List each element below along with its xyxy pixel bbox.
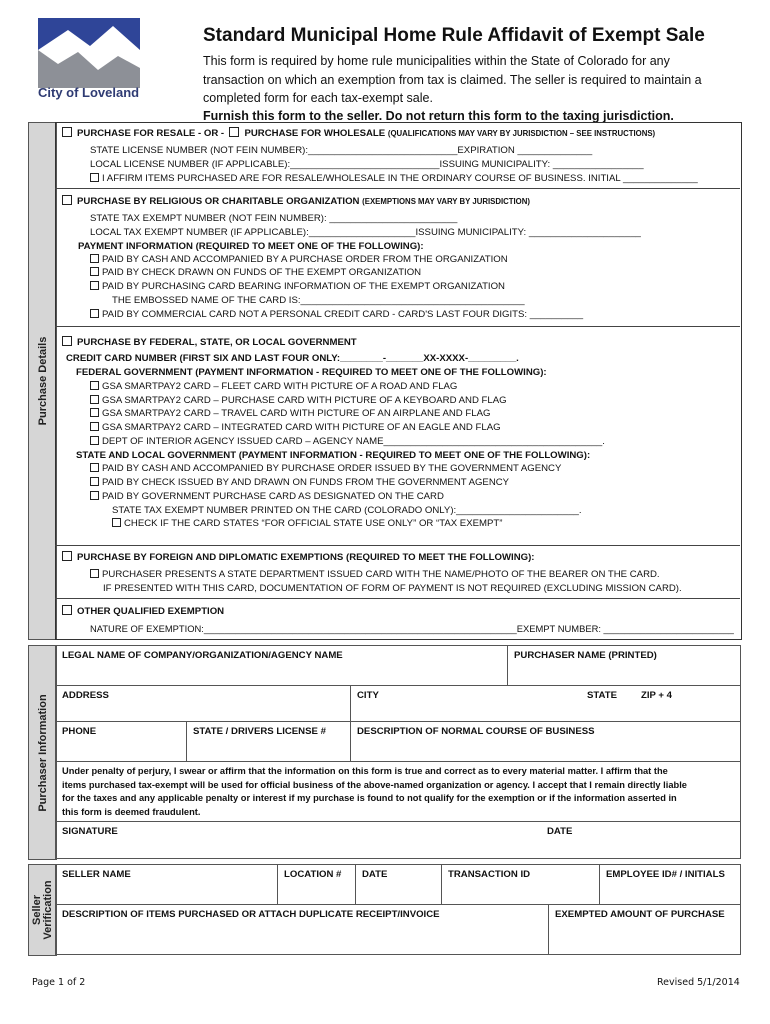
- option-checkbox[interactable]: [90, 254, 99, 263]
- federal-option[interactable]: GSA SMARTPAY2 CARD – PURCHASE CARD WITH PICTURE OF A KEYBOARD AND FLAG: [90, 394, 507, 407]
- divider: [55, 188, 740, 189]
- seller-verification-sidebar: [28, 864, 57, 956]
- transaction-id-field[interactable]: TRANSACTION ID: [442, 865, 600, 905]
- items-description-field[interactable]: DESCRIPTION OF ITEMS PURCHASED OR ATTACH DUPLICATE RECEIPT/INVOICE: [56, 905, 549, 955]
- option-checkbox[interactable]: [90, 267, 99, 276]
- page-number: Page 1 of 2: [32, 977, 86, 988]
- government-checkbox[interactable]: [62, 336, 72, 346]
- purchaser-info-sidebar: [28, 645, 57, 860]
- option-checkbox[interactable]: [90, 408, 99, 417]
- divider: [55, 326, 740, 327]
- furnish-notice: Furnish this form to the seller. Do not return this form to the taxing jurisdiction.: [203, 109, 674, 123]
- option-checkbox[interactable]: [90, 491, 99, 500]
- embossed-name-field[interactable]: THE EMBOSSED NAME OF THE CARD IS:__________________________________________: [112, 295, 525, 306]
- purchase-details-label: Purchase Details: [36, 336, 49, 426]
- state-local-heading: STATE AND LOCAL GOVERNMENT (PAYMENT INFORMATION - REQUIRED TO MEET ONE OF THE FOLLOWING):: [76, 450, 591, 461]
- other-checkbox[interactable]: [62, 605, 72, 615]
- federal-option[interactable]: GSA SMARTPAY2 CARD – FLEET CARD WITH PICTURE OF A ROAD AND FLAG: [90, 380, 457, 393]
- city-state-zip-field[interactable]: CITY STATE ZIP + 4: [351, 686, 741, 722]
- federal-heading: FEDERAL GOVERNMENT (PAYMENT INFORMATION - REQUIRED TO MEET ONE OF THE FOLLOWING):: [76, 367, 547, 378]
- religious-checkbox[interactable]: [62, 195, 72, 205]
- other-heading: OTHER QUALIFIED EXEMPTION: [62, 605, 224, 618]
- state-option[interactable]: CHECK IF THE CARD STATES “FOR OFFICIAL STATE USE ONLY” OR “TAX EXEMPT”: [112, 517, 502, 530]
- wholesale-checkbox[interactable]: [229, 127, 239, 137]
- employee-id-field[interactable]: EMPLOYEE ID# / INITIALS: [600, 865, 741, 905]
- purchaser-name-field[interactable]: PURCHASER NAME (PRINTED): [508, 646, 741, 686]
- revision-date: Revised 5/1/2014: [657, 977, 740, 988]
- local-license-field[interactable]: LOCAL LICENSE NUMBER (IF APPLICABLE):____________________________ISSUING MUNICIPALITY: _________________: [90, 159, 644, 170]
- address-field[interactable]: ADDRESS: [56, 686, 351, 722]
- signature-date: DATE: [547, 826, 573, 837]
- option-checkbox[interactable]: [90, 395, 99, 404]
- exempted-amount-field[interactable]: EXEMPTED AMOUNT OF PURCHASE: [549, 905, 741, 955]
- local-tax-exempt-field[interactable]: LOCAL TAX EXEMPT NUMBER (IF APPLICABLE):____________________ISSUING MUNICIPALITY: _____________________: [90, 227, 641, 238]
- intro-text: This form is required by home rule municipalities within the State of Colorado for any transaction on which an exemption from tax is claimed. The seller is required to maintain a completed form for each tax-exempt sale.: [203, 54, 702, 105]
- foreign-option[interactable]: PURCHASER PRESENTS A STATE DEPARTMENT ISSUED CARD WITH THE NAME/PHOTO OF THE BEARER ON THE CARD.: [90, 568, 660, 581]
- resale-checkbox[interactable]: [62, 127, 72, 137]
- option-checkbox[interactable]: [112, 518, 121, 527]
- business-description-field[interactable]: DESCRIPTION OF NORMAL COURSE OF BUSINESS: [351, 722, 741, 762]
- option-checkbox[interactable]: [90, 281, 99, 290]
- religious-option[interactable]: PAID BY PURCHASING CARD BEARING INFORMATION OF THE EXEMPT ORGANIZATION: [90, 280, 505, 293]
- state-option[interactable]: PAID BY CHECK ISSUED BY AND DRAWN ON FUNDS FROM THE GOVERNMENT AGENCY: [90, 476, 509, 489]
- purchase-details-sidebar: [28, 122, 57, 640]
- federal-option[interactable]: GSA SMARTPAY2 CARD – TRAVEL CARD WITH PICTURE OF AN AIRPLANE AND FLAG: [90, 407, 490, 420]
- nature-of-exemption-field[interactable]: NATURE OF EXEMPTION:____________________________________________________________EXEMPT NUMBER: _________________________: [90, 623, 734, 634]
- foreign-note: IF PRESENTED WITH THIS CARD, DOCUMENTATION OF FORM OF PAYMENT IS NOT REQUIRED (EXCLUDING MISSION CARD).: [103, 583, 682, 594]
- state-option[interactable]: PAID BY GOVERNMENT PURCHASE CARD AS DESIGNATED ON THE CARD: [90, 490, 444, 503]
- state-option[interactable]: PAID BY CASH AND ACCOMPANIED BY PURCHASE ORDER ISSUED BY THE GOVERNMENT AGENCY: [90, 462, 561, 475]
- state-tax-exempt-field[interactable]: STATE TAX EXEMPT NUMBER (NOT FEIN NUMBER): ________________________: [90, 213, 458, 224]
- divider: [55, 598, 740, 599]
- purchaser-info-grid: [55, 645, 741, 859]
- seller-verification-grid: [55, 864, 741, 955]
- foreign-checkbox[interactable]: [62, 551, 72, 561]
- affirm-checkbox[interactable]: [90, 173, 99, 182]
- credit-card-field[interactable]: CREDIT CARD NUMBER (FIRST SIX AND LAST FOUR ONLY:________-_______XX-XXXX-_________.: [66, 353, 519, 364]
- federal-option[interactable]: GSA SMARTPAY2 CARD – INTEGRATED CARD WITH PICTURE OF AN EAGLE AND FLAG: [90, 421, 501, 434]
- seller-date-field[interactable]: DATE: [356, 865, 442, 905]
- logo-text: City of Loveland: [38, 85, 140, 100]
- resale-heading: PURCHASE FOR RESALE - OR - PURCHASE FOR WHOLESALE (QUALIFICATIONS MAY VARY BY JURISDICTION – SEE INSTRUCTIONS): [62, 127, 655, 140]
- divider: [55, 545, 740, 546]
- legal-name-field[interactable]: LEGAL NAME OF COMPANY/ORGANIZATION/AGENCY NAME: [56, 646, 508, 686]
- option-checkbox[interactable]: [90, 569, 99, 578]
- option-checkbox[interactable]: [90, 381, 99, 390]
- affirm-resale-item[interactable]: I AFFIRM ITEMS PURCHASED ARE FOR RESALE/WHOLESALE IN THE ORDINARY COURSE OF BUSINESS. INITIAL ______________: [90, 172, 698, 185]
- option-checkbox[interactable]: [90, 422, 99, 431]
- phone-field[interactable]: PHONE: [56, 722, 187, 762]
- option-checkbox[interactable]: [90, 477, 99, 486]
- seller-verification-label: Seller Verification: [30, 880, 54, 940]
- foreign-heading: PURCHASE BY FOREIGN AND DIPLOMATIC EXEMPTIONS (REQUIRED TO MEET THE FOLLOWING):: [62, 551, 535, 564]
- religious-heading: PURCHASE BY RELIGIOUS OR CHARITABLE ORGANIZATION (EXEMPTIONS MAY VARY BY JURISDICTION): [62, 195, 530, 208]
- state-card-exempt-field[interactable]: STATE TAX EXEMPT NUMBER PRINTED ON THE CARD (COLORADO ONLY):_______________________.: [112, 505, 582, 516]
- affirmation-box: [56, 762, 741, 822]
- government-heading: PURCHASE BY FEDERAL, STATE, OR LOCAL GOVERNMENT: [62, 336, 357, 349]
- seller-name-field[interactable]: SELLER NAME: [56, 865, 278, 905]
- option-checkbox[interactable]: [90, 463, 99, 472]
- page-title: Standard Municipal Home Rule Affidavit of Exempt Sale: [203, 25, 705, 46]
- religious-option[interactable]: PAID BY CHECK DRAWN ON FUNDS OF THE EXEMPT ORGANIZATION: [90, 266, 421, 279]
- payment-info-heading: PAYMENT INFORMATION (REQUIRED TO MEET ONE OF THE FOLLOWING):: [78, 241, 424, 252]
- option-checkbox[interactable]: [90, 436, 99, 445]
- license-field[interactable]: STATE / DRIVERS LICENSE #: [187, 722, 351, 762]
- location-field[interactable]: LOCATION #: [278, 865, 356, 905]
- signature-field[interactable]: SIGNATURE DATE: [56, 822, 741, 859]
- religious-option[interactable]: PAID BY COMMERCIAL CARD NOT A PERSONAL CREDIT CARD - CARD'S LAST FOUR DIGITS: __________: [90, 308, 583, 321]
- purchaser-info-label: Purchaser Information: [36, 693, 49, 812]
- religious-option[interactable]: PAID BY CASH AND ACCOMPANIED BY A PURCHASE ORDER FROM THE ORGANIZATION: [90, 253, 508, 266]
- affirmation-text: Under penalty of perjury, I swear or affirm that the information on this form is true and correct as to every material matter. I affirm that the items purchased tax-exempt will be used for official business of the above-named organization or agency. I accept that I remain directly liable for the taxes and any applicable penalty or interest if my purchase is found to not qualify for the exemption or if the information asserted in this form is deemed fraudulent.: [62, 766, 687, 817]
- state-license-field[interactable]: STATE LICENSE NUMBER (NOT FEIN NUMBER):____________________________EXPIRATION ______________: [90, 145, 593, 156]
- option-checkbox[interactable]: [90, 309, 99, 318]
- federal-option[interactable]: DEPT OF INTERIOR AGENCY ISSUED CARD – AGENCY NAME_________________________________________.: [90, 435, 605, 448]
